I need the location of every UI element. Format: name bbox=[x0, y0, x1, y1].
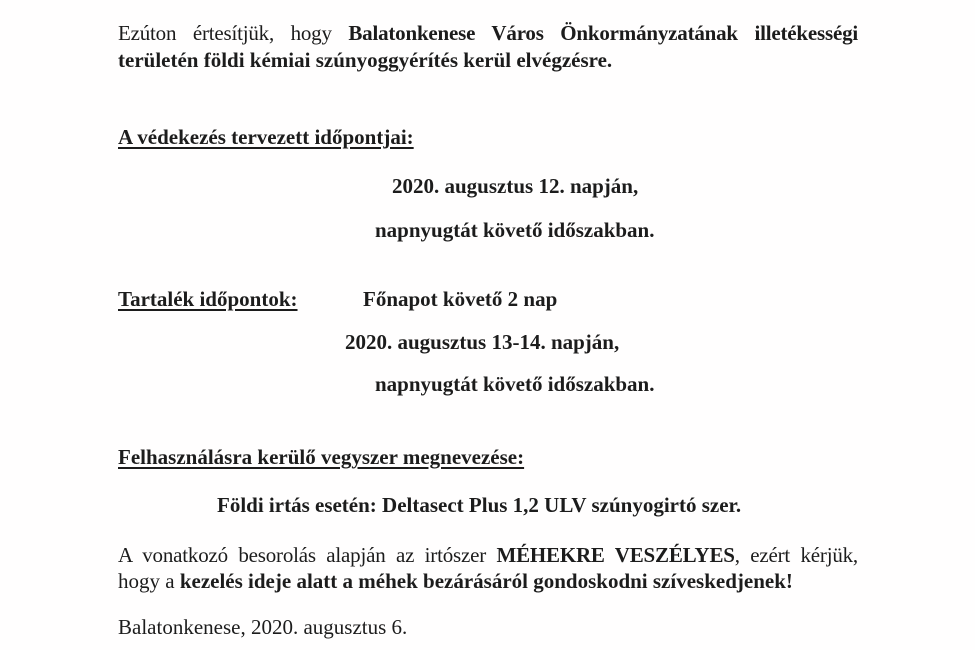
warning-text-regular-2: , ezért kérjük, bbox=[734, 543, 858, 567]
planned-date-line: 2020. augusztus 12. napján, bbox=[392, 174, 639, 198]
intro-paragraph bbox=[118, 20, 858, 74]
warning-line-1 bbox=[118, 542, 858, 568]
backup-dates-value: Főnapot követő 2 nap bbox=[363, 287, 558, 311]
warning-line-2 bbox=[118, 568, 858, 594]
signoff-line: Balatonkenese, 2020. augusztus 6. bbox=[118, 615, 408, 639]
backup-date-line: 2020. augusztus 13-14. napján, bbox=[345, 330, 620, 354]
warning-text-regular-1: A vonatkozó besorolás alapján az irtószer bbox=[118, 543, 497, 567]
section-heading-planned-dates: A védekezés tervezett időpontjai: bbox=[118, 125, 414, 149]
warning-danger-bold: MÉHEKRE VESZÉLYES bbox=[496, 543, 735, 567]
backup-dates-label: Tartalék időpontok: bbox=[118, 287, 298, 311]
planned-time-line: napnyugtát követő időszakban. bbox=[375, 218, 655, 242]
warning-paragraph bbox=[118, 542, 858, 594]
backup-time-line: napnyugtát követő időszakban. bbox=[375, 372, 655, 396]
intro-text-bold: Balatonkenese Város Önkormányzatának illetékességi bbox=[348, 21, 859, 45]
section-heading-chemical: Felhasználásra kerülő vegyszer megnevezése: bbox=[118, 445, 525, 469]
intro-line-1 bbox=[118, 20, 858, 47]
intro-line-2: területén földi kémiai szúnyoggyérítés kerül elvégzésre. bbox=[118, 48, 613, 72]
warning-text-regular-3: hogy a bbox=[118, 569, 180, 593]
intro-text-regular: Ezúton értesítjük, hogy bbox=[118, 21, 349, 45]
chemical-detail-line: Földi irtás esetén: Deltasect Plus 1,2 ULV szúnyogirtó szer. bbox=[217, 493, 742, 517]
backup-dates-row bbox=[118, 286, 858, 313]
warning-instruction-bold: kezelés ideje alatt a méhek bezárásáról gondoskodni szíveskedjenek! bbox=[179, 569, 793, 593]
